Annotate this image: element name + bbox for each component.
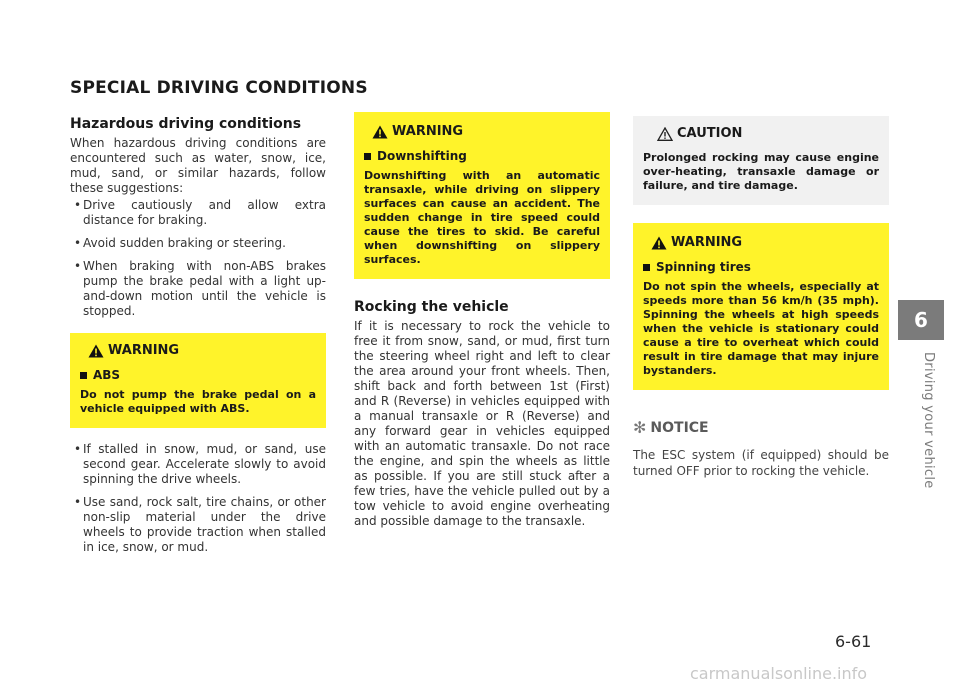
square-bullet-icon	[643, 264, 650, 271]
warning-subtitle-text: Downshifting	[377, 149, 467, 163]
list-item-text: Avoid sudden braking or steering.	[83, 236, 286, 250]
caution-triangle-icon	[657, 127, 673, 141]
list-item-text: When braking with non-ABS brakes pump the brake pedal with a light up-and-down motion until the vehicle is stopped.	[83, 259, 326, 318]
column-right	[633, 116, 889, 479]
warning-text: Do not pump the brake pedal on a vehicle equipped with ABS.	[80, 388, 316, 415]
notice-title-text: NOTICE	[650, 419, 709, 436]
caution-title	[657, 126, 879, 141]
warning-triangle-icon	[372, 125, 388, 139]
watermark: carmanualsonline.info	[690, 664, 868, 683]
column-left	[70, 116, 326, 563]
warning-text: Do not spin the wheels, especially at speeds more than 56 km/h (35 mph). Spinning the wheels at high speeds when the vehicle is stationary could cause a tire to overheat which could result in tire damage that may injure bystanders.	[643, 280, 879, 377]
warning-title	[372, 124, 600, 139]
warning-subtitle-text: Spinning tires	[656, 260, 751, 274]
bullet-icon: •	[74, 259, 82, 273]
caution-text: Prolonged rocking may cause engine over-heating, transaxle damage or failure, and tire damage.	[643, 151, 879, 192]
list-item-text: Drive cautiously and allow extra distance for braking.	[83, 198, 326, 227]
list-item	[70, 442, 326, 487]
list-item-text: Use sand, rock salt, tire chains, or other non-slip material under the drive wheels to provide traction when stalled in ice, snow, or mud.	[83, 495, 326, 554]
warning-triangle-icon	[88, 344, 104, 358]
chapter-tab: 6	[898, 300, 944, 340]
warning-subtitle	[80, 368, 316, 382]
chapter-label: Driving your vehicle	[921, 352, 936, 489]
bullet-icon: •	[74, 442, 82, 456]
warning-title-text: WARNING	[108, 343, 180, 358]
warning-box-abs	[70, 333, 326, 428]
list-item	[70, 198, 326, 228]
bullet-icon: •	[74, 495, 82, 509]
list-item	[70, 495, 326, 555]
warning-title	[651, 235, 879, 250]
square-bullet-icon	[364, 153, 371, 160]
notice-text: The ESC system (if equipped) should be turned OFF prior to rocking the vehicle.	[633, 448, 889, 478]
notice-title	[633, 418, 889, 437]
square-bullet-icon	[80, 372, 87, 379]
warning-subtitle	[643, 260, 879, 274]
rocking-text: If it is necessary to rock the vehicle to free it from snow, sand, or mud, first turn the steering wheel right and left to clear the area around your front wheels. Then, shift back and forth between 1st (First) and R (Reverse) in vehicles equipped with a manual transaxle or R (Reverse) and any forward gear in vehicles equipped with an automatic transaxle. Do not race the engine, and spin the wheels as little as possible. If you are still stuck after a few tries, have the vehicle pulled out by a tow vehicle to avoid engine overheating and possible damage to the transaxle.	[354, 319, 610, 528]
warning-text: Downshifting with an automatic transaxle, while driving on slippery surfaces can cause an accident. The sudden change in tire speed could cause the tires to skid. Be careful when downshifting on slippery surfaces.	[364, 169, 600, 266]
warning-triangle-icon	[651, 236, 667, 250]
section-heading-rocking: Rocking the vehicle	[354, 299, 509, 315]
warning-title	[88, 343, 316, 358]
caution-box	[633, 116, 889, 205]
list-item	[70, 236, 326, 251]
page-number: 6-61	[835, 632, 872, 651]
list-item	[70, 259, 326, 319]
caution-title-text: CAUTION	[677, 126, 743, 141]
snowflake-icon: ✻	[633, 418, 647, 437]
page-title: SPECIAL DRIVING CONDITIONS	[70, 78, 368, 98]
warning-subtitle-text: ABS	[93, 368, 121, 382]
column-middle	[354, 112, 610, 529]
hazardous-intro: When hazardous driving conditions are encountered such as water, snow, ice, mud, sand, or similar hazards, follow these suggestions:	[70, 136, 326, 195]
notice-section	[633, 418, 889, 479]
warning-subtitle	[364, 149, 600, 163]
warning-box-spinning-tires	[633, 223, 889, 390]
hazardous-bullet-list-2	[70, 442, 326, 555]
warning-title-text: WARNING	[671, 235, 743, 250]
list-item-text: If stalled in snow, mud, or sand, use second gear. Accelerate slowly to avoid spinning the drive wheels.	[83, 442, 326, 486]
warning-title-text: WARNING	[392, 124, 464, 139]
bullet-icon: •	[74, 236, 82, 250]
section-heading-hazardous: Hazardous driving conditions	[70, 116, 302, 132]
hazardous-bullet-list	[70, 198, 326, 319]
bullet-icon: •	[74, 198, 82, 212]
warning-box-downshifting	[354, 112, 610, 279]
